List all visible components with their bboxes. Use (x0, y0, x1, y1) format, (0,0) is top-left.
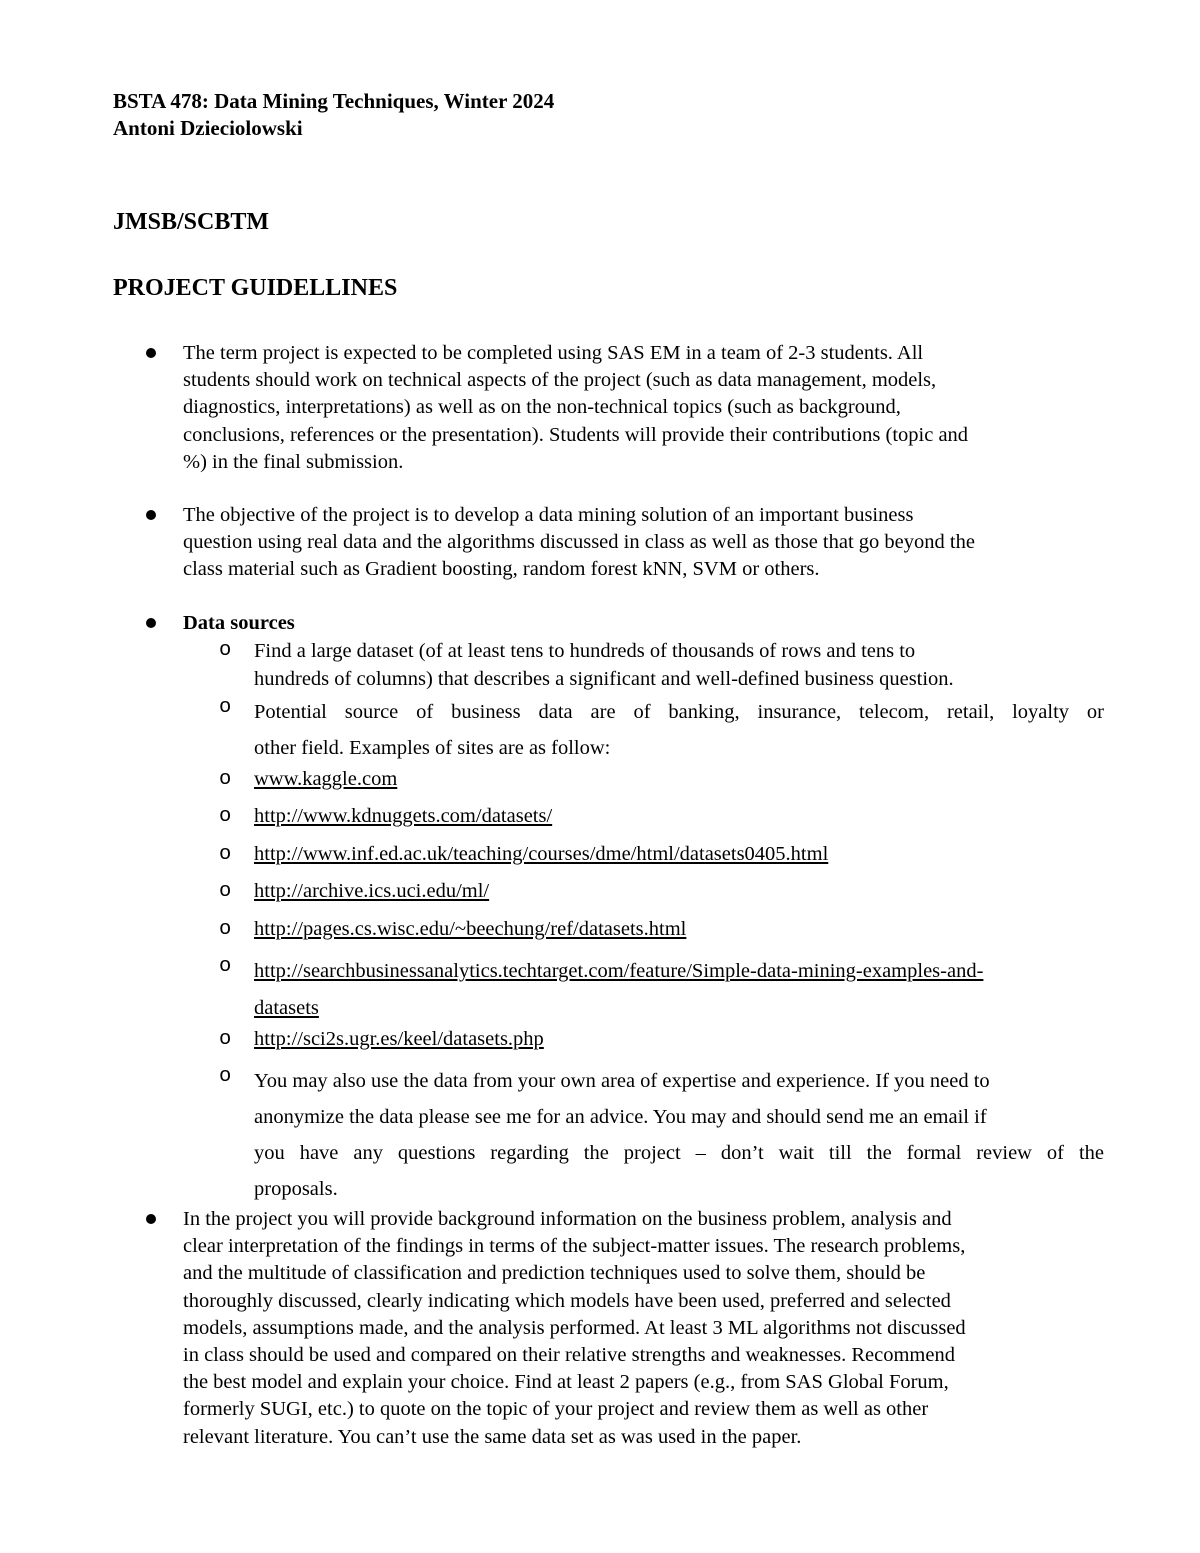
circle-bullet-icon: o (219, 918, 232, 941)
text-line: you have any questions regarding the project – don’t wait till the formal review of the (254, 1142, 1104, 1164)
text-line: relevant literature. You can’t use the same data set as was used in the paper. (183, 1425, 802, 1448)
circle-bullet-icon: o (219, 880, 232, 903)
circle-bullet-icon: o (219, 696, 232, 719)
text-line: clear interpretation of the findings in terms of the subject-matter issues. The research problems, (183, 1235, 966, 1258)
sub-item-own-data (254, 1063, 1104, 1207)
link-item (254, 841, 1104, 868)
circle-bullet-icon: o (219, 805, 232, 828)
circle-bullet-icon: o (219, 843, 232, 866)
link-item (254, 878, 1104, 905)
text-line: diagnostics, interpretations) as well as on the non-technical topics (such as background, (183, 396, 901, 419)
circle-bullet-icon: o (219, 1065, 232, 1088)
sub-item-potential-sources (254, 694, 1104, 766)
circle-bullet-icon: o (219, 1028, 232, 1051)
guidelines-heading: PROJECT GUIDELLINES (113, 275, 398, 301)
text-line: other field. Examples of sites are as follow: (254, 737, 611, 759)
text-line: question using real data and the algorithms discussed in class as well as those that go beyond the (183, 531, 975, 554)
text-line: You may also use the data from your own area of expertise and experience. If you need to (254, 1070, 990, 1092)
text-line: conclusions, references or the presentation). Students will provide their contributions (topic and (183, 423, 969, 446)
circle-bullet-icon: o (219, 955, 232, 978)
dataset-link[interactable]: datasets (254, 997, 319, 1019)
text-line: In the project you will provide background information on the business problem, analysis and (183, 1208, 952, 1230)
text-line: class material such as Gradient boosting, random forest kNN, SVM or others. (183, 558, 820, 581)
dataset-link[interactable]: http://www.inf.ed.ac.uk/teaching/courses/dme/html/datasets0405.html (254, 843, 829, 865)
text-line: students should work on technical aspects of the project (such as data management, models, (183, 369, 937, 392)
circle-bullet-icon: o (219, 639, 232, 662)
bullet-objective (183, 502, 1103, 584)
bullet-icon (146, 1214, 156, 1224)
text-line: Potential source of business data are of banking, insurance, telecom, retail, loyalty or (254, 701, 1104, 723)
dataset-link[interactable]: http://www.kdnuggets.com/datasets/ (254, 805, 553, 827)
dataset-link[interactable]: www.kaggle.com (254, 768, 398, 790)
text-line: The term project is expected to be completed using SAS EM in a team of 2-3 students. All (183, 342, 924, 364)
text-line: anonymize the data please see me for an advice. You may and should send me an email if (254, 1106, 987, 1128)
dataset-link[interactable]: http://archive.ics.uci.edu/ml/ (254, 880, 490, 902)
text-line: The objective of the project is to develop a data mining solution of an important business (183, 504, 914, 526)
sub-item-find-dataset (254, 637, 1104, 693)
author-name: Antoni Dzieciolowski (113, 116, 303, 140)
bullet-icon (146, 510, 156, 520)
course-title: BSTA 478: Data Mining Techniques, Winter 2024 (113, 89, 555, 113)
dataset-link[interactable]: http://pages.cs.wisc.edu/~beechung/ref/datasets.html (254, 918, 687, 940)
bullet-team-project (183, 340, 1103, 476)
text-line: models, assumptions made, and the analysis performed. At least 3 ML algorithms not discussed (183, 1316, 966, 1339)
text-line: hundreds of columns) that describes a significant and well-defined business question. (254, 668, 954, 690)
text-line: proposals. (254, 1178, 338, 1200)
bullet-icon (146, 348, 156, 358)
text-line: formerly SUGI, etc.) to quote on the topic of your project and review them as well as other (183, 1398, 929, 1421)
dataset-link[interactable]: http://searchbusinessanalytics.techtarget.com/feature/Simple-data-mining-examples-and- (254, 960, 984, 982)
text-line: Find a large dataset (of at least tens to hundreds of thousands of rows and tens to (254, 640, 916, 662)
text-line: in class should be used and compared on their relative strengths and weaknesses. Recommend (183, 1344, 955, 1367)
link-item (254, 766, 1104, 793)
circle-bullet-icon: o (219, 768, 232, 791)
bullet-icon (146, 618, 156, 628)
link-item (254, 953, 1104, 1027)
text-line: the best model and explain your choice. Find at least 2 papers (e.g., from SAS Global Forum, (183, 1371, 949, 1394)
link-item (254, 803, 1104, 830)
text-line: %) in the final submission. (183, 450, 404, 473)
heading-text: Data sources (183, 612, 295, 634)
link-item (254, 1026, 1104, 1053)
text-line: thoroughly discussed, clearly indicating which models have been used, preferred and selected (183, 1289, 951, 1312)
text-line: and the multitude of classification and prediction techniques used to solve them, should be (183, 1262, 926, 1285)
bullet-project-content (183, 1206, 1103, 1451)
data-sources-heading (183, 610, 1103, 637)
link-item (254, 916, 1104, 943)
dataset-link[interactable]: http://sci2s.ugr.es/keel/datasets.php (254, 1028, 544, 1050)
school-heading: JMSB/SCBTM (113, 209, 270, 235)
